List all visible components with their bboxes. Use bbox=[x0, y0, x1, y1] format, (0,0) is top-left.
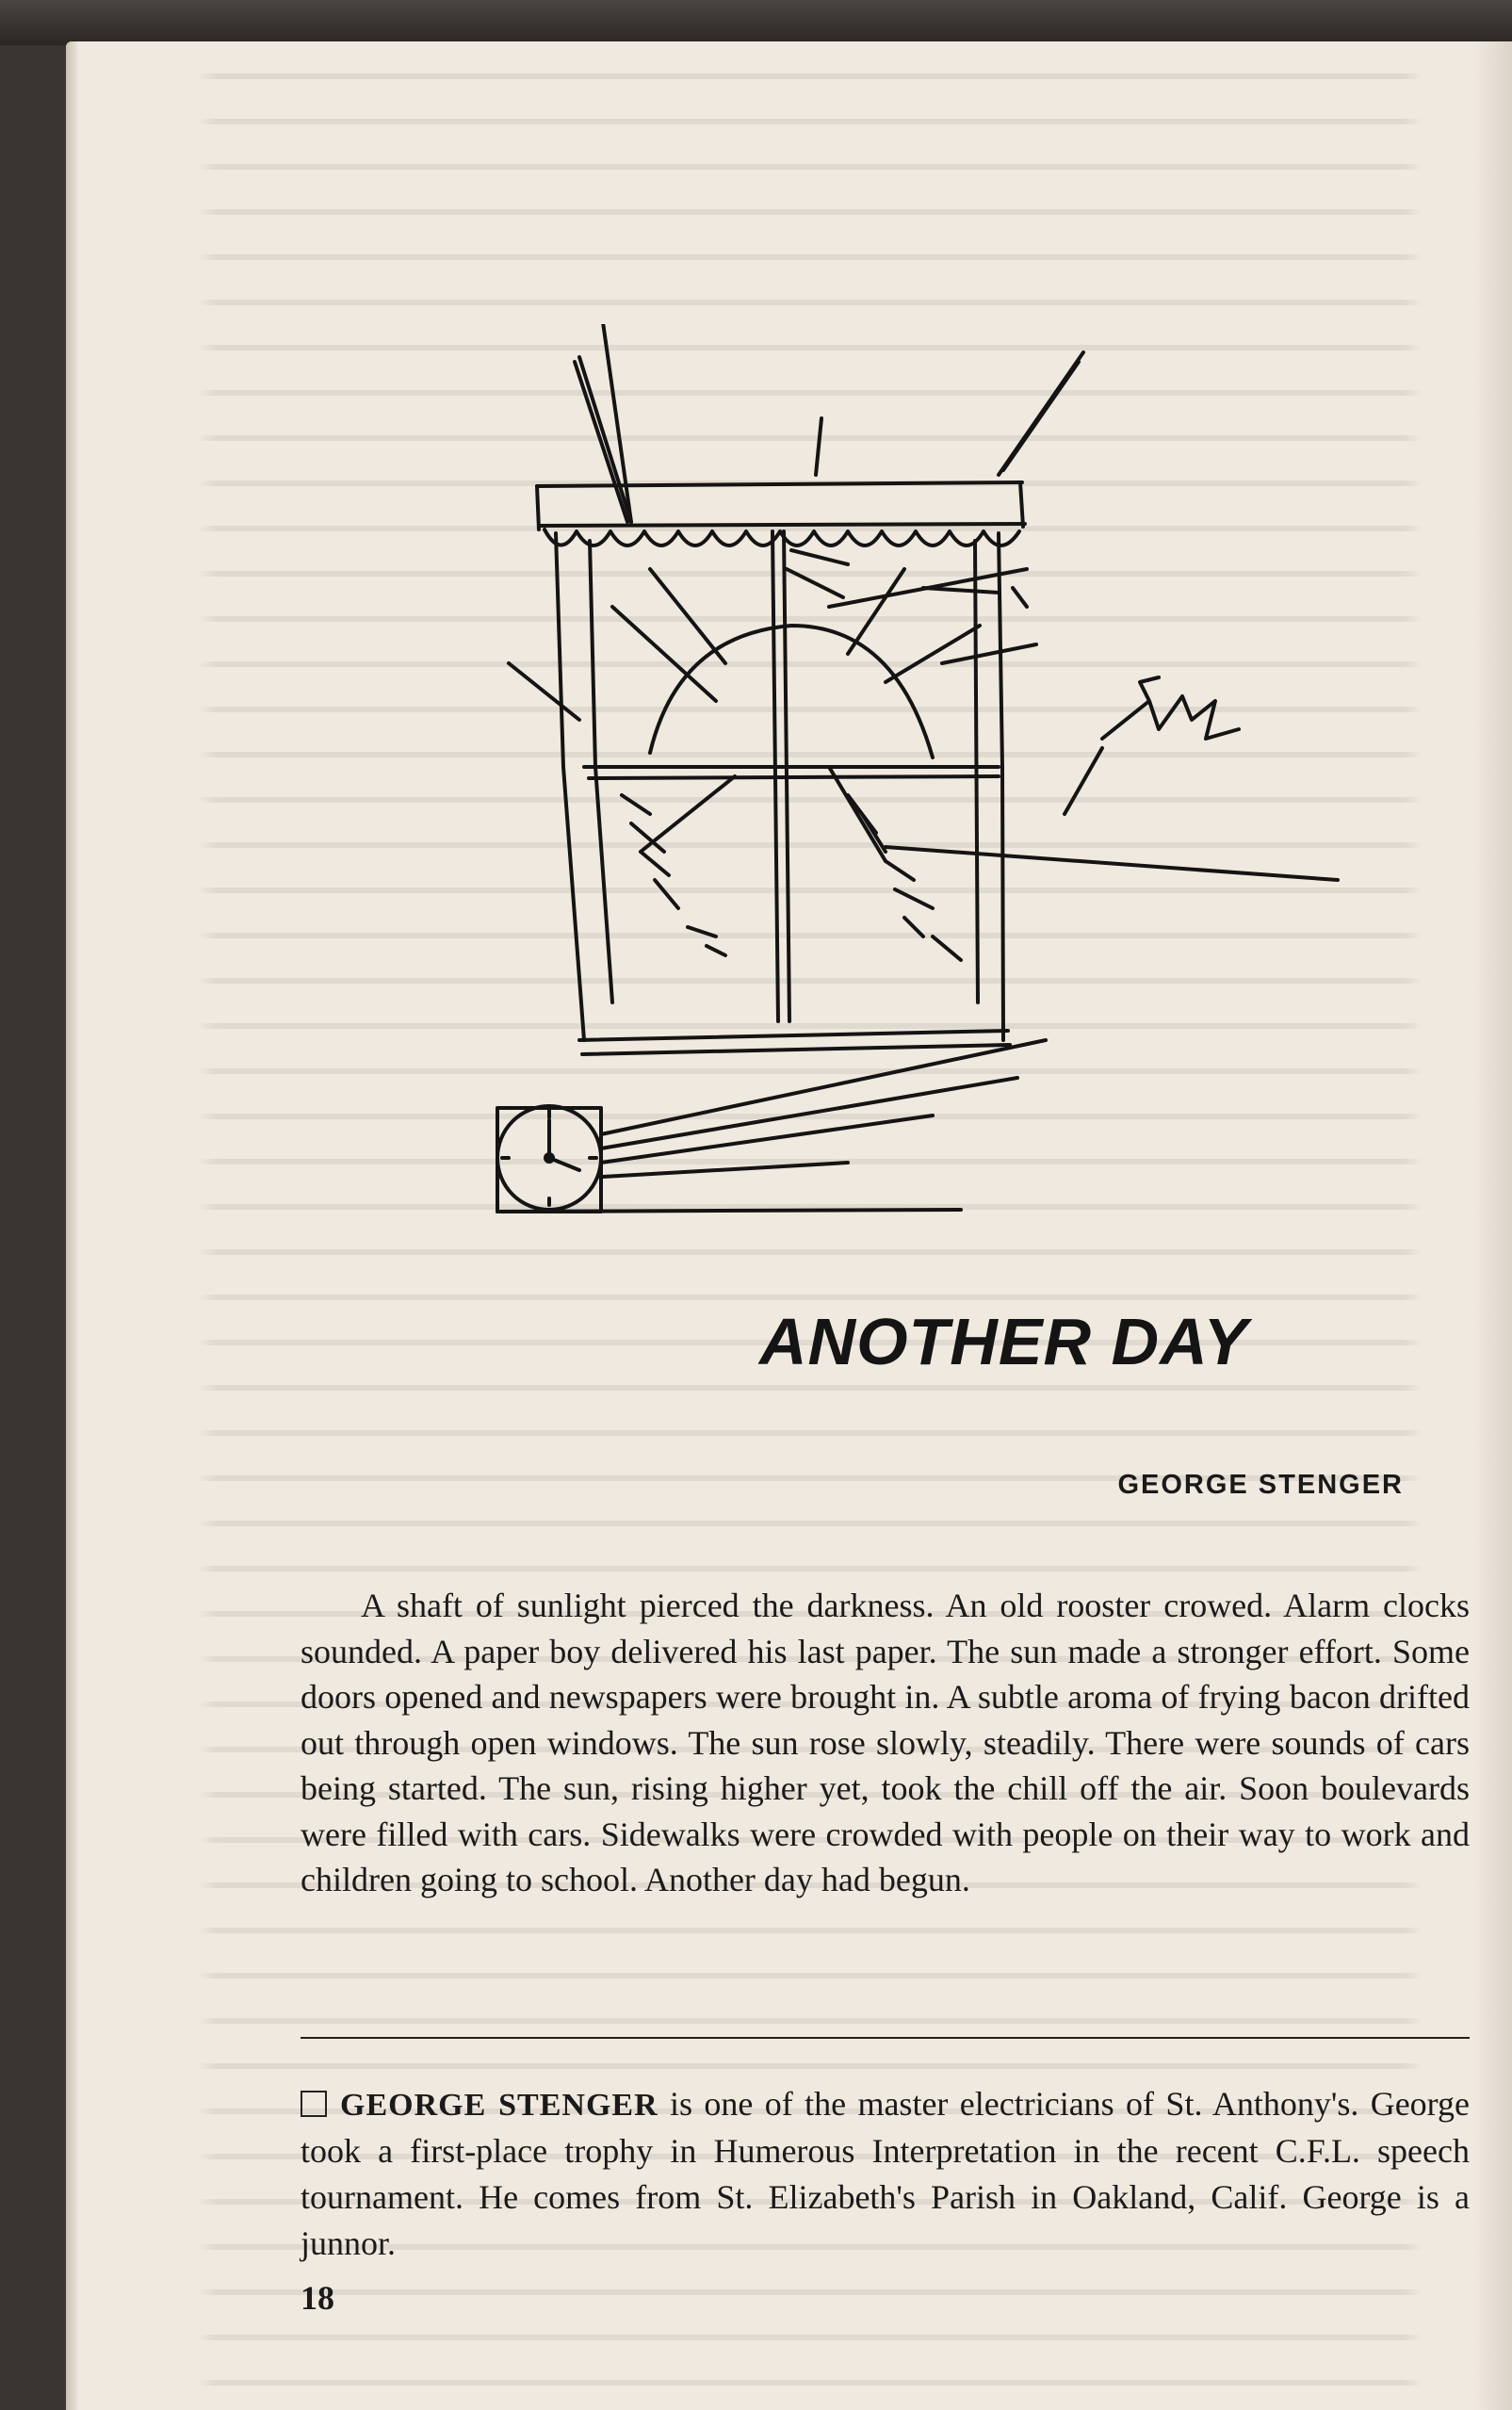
book-page bbox=[66, 41, 1512, 2410]
article-title: ANOTHER DAY bbox=[759, 1305, 1249, 1378]
author-bio bbox=[301, 2081, 1470, 2267]
divider-rule bbox=[301, 2037, 1470, 2039]
sunrise-window-sketch bbox=[490, 324, 1357, 1247]
article-byline: GEORGE STENGER bbox=[1117, 1470, 1404, 1500]
background-edge bbox=[0, 0, 1512, 45]
author-bio-text: is one of the master electricians of St. Anthony's. George took a first-place trophy in Humerous Interpretation in the recent C.F.L. speech tournament. He comes from St. Elizabeth's Parish in Oakland, Calif. George is a junnor. bbox=[301, 2085, 1470, 2262]
author-bio-name: GEORGE STENGER bbox=[340, 2088, 658, 2123]
article-body: A shaft of sunlight pierced the darkness. An old rooster crowed. Alarm clocks sounded. A paper boy delivered his last paper. The sun made a stronger effort. Some doors opened and newspapers were brought in. A subtle aroma of frying bacon drifted out through open windows. The sun rose slowly, steadily. There were sounds of cars being started. The sun, rising higher yet, took the chill off the air. Soon boulevards were filled with cars. Sidewalks were crowded with people on their way to work and children going to school. Another day had begun. bbox=[301, 1587, 1470, 1898]
page-number: 18 bbox=[301, 2279, 334, 2317]
checkbox-square-icon bbox=[301, 2091, 327, 2117]
